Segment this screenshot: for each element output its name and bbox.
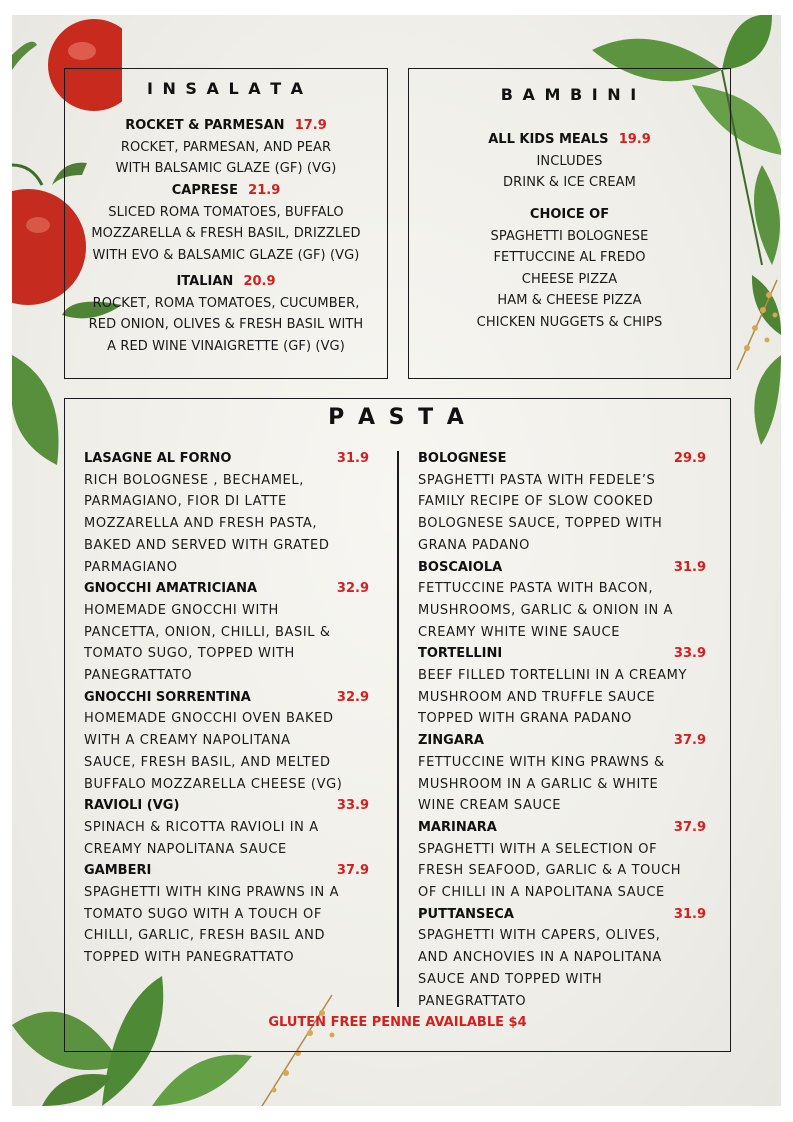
bambini-title: B A M B I N I	[500, 85, 639, 104]
basil-left-middle-decoration	[12, 315, 72, 465]
item-price: 21.9	[248, 183, 281, 198]
item-description: OF CHILLI IN A NAPOLITANA SAUCE	[418, 885, 665, 901]
pasta-left-column	[84, 448, 369, 969]
item-description: GRANA PADANO	[418, 537, 530, 553]
item-description: CREAMY NAPOLITANA SAUCE	[84, 841, 287, 857]
item-description: TOPPED WITH PANEGRATTATO	[84, 950, 295, 966]
item-description: TOMATO SUGO, TOPPED WITH	[84, 646, 295, 662]
item-description: WINE CREAM SAUCE	[418, 798, 562, 814]
item-name: BOSCAIOLA	[418, 559, 503, 575]
item-description: MOZZARELLA AND FRESH PASTA,	[84, 516, 318, 532]
item-description: CHILLI, GARLIC, FRESH BASIL AND	[84, 928, 326, 944]
insalata-item	[65, 269, 387, 357]
item-description: RICH BOLOGNESE , BECHAMEL,	[84, 472, 304, 488]
item-description: AND ANCHOVIES IN A NAPOLITANA	[418, 950, 662, 966]
item-name: PUTTANSECA	[418, 906, 514, 922]
item-description: PANEGRATTATO	[418, 993, 527, 1009]
choice-item: HAM & CHEESE PIZZA	[497, 293, 642, 309]
menu-page	[12, 15, 781, 1106]
choice-item: CHEESE PIZZA	[521, 271, 618, 287]
item-description: FRESH SEAFOOD, GARLIC & A TOUCH	[418, 863, 682, 879]
insalata-title: I N S A L A T A	[146, 79, 306, 98]
pasta-item	[418, 904, 706, 1013]
item-price: 37.9	[673, 733, 706, 749]
item-description: HOMEMADE GNOCCHI WITH	[84, 602, 279, 618]
item-description: TOMATO SUGO WITH A TOUCH OF	[84, 906, 322, 922]
item-description: SPINACH & RICOTTA RAVIOLI IN A	[84, 819, 319, 835]
item-description: MOZZARELLA & FRESH BASIL, DRIZZLED	[91, 226, 361, 242]
pasta-section	[64, 398, 731, 1052]
item-description: SPAGHETTI WITH KING PRAWNS IN A	[84, 885, 340, 901]
insalata-item	[65, 178, 387, 266]
item-description: TOPPED WITH GRANA PADANO	[418, 711, 632, 727]
choice-heading: CHOICE OF	[529, 207, 610, 222]
pasta-item	[84, 578, 369, 687]
pasta-item	[418, 448, 706, 557]
item-description: PANEGRATTATO	[84, 668, 193, 684]
item-price: 20.9	[243, 274, 276, 289]
item-description: SPAGHETTI WITH A SELECTION OF	[418, 841, 658, 857]
item-description: SLICED ROMA TOMATOES, BUFFALO	[108, 204, 344, 220]
pasta-item	[84, 448, 369, 578]
pasta-item	[84, 860, 369, 969]
item-description: PANCETTA, ONION, CHILLI, BASIL &	[84, 624, 331, 640]
item-description: WITH EVO & BALSAMIC GLAZE (GF) (VG)	[92, 247, 360, 263]
item-name: RAVIOLI (VG)	[84, 798, 180, 814]
item-description: ROCKET, PARMESAN, AND PEAR	[120, 139, 332, 155]
item-description: FAMILY RECIPE OF SLOW COOKED	[418, 494, 654, 510]
item-price: 32.9	[336, 581, 369, 597]
item-description: SAUCE AND TOPPED WITH	[418, 971, 603, 987]
item-price: 31.9	[673, 559, 706, 575]
choice-item: FETTUCCINE AL FREDO	[493, 250, 646, 266]
item-description: WITH A CREAMY NAPOLITANA	[84, 733, 291, 749]
item-description: CREAMY WHITE WINE SAUCE	[418, 624, 621, 640]
item-price: 37.9	[673, 819, 706, 835]
bambini-section	[408, 68, 731, 379]
item-description: FETTUCCINE WITH KING PRAWNS &	[418, 754, 665, 770]
item-name: ROCKET & PARMESAN	[125, 118, 285, 133]
kids-meal-price: 19.9	[618, 132, 651, 147]
item-name: GNOCCHI AMATRICIANA	[84, 581, 258, 597]
item-name: LASAGNE AL FORNO	[84, 451, 232, 466]
item-price: 31.9	[336, 451, 369, 466]
item-description: A RED WINE VINAIGRETTE (GF) (VG)	[107, 338, 345, 354]
item-name: ZINGARA	[418, 733, 484, 749]
kids-meal-name: ALL KIDS MEALS	[488, 132, 609, 147]
item-name: CAPRESE	[171, 183, 238, 198]
pasta-item	[84, 795, 369, 860]
item-name: BOLOGNESE	[418, 451, 507, 466]
pasta-item	[418, 643, 706, 730]
pasta-item	[418, 817, 706, 904]
item-name: GAMBERI	[84, 863, 152, 879]
item-description: MUSHROOM IN A GARLIC & WHITE	[418, 776, 659, 792]
choice-item: CHICKEN NUGGETS & CHIPS	[476, 314, 663, 330]
item-description: WITH BALSAMIC GLAZE (GF) (VG)	[115, 161, 337, 177]
item-description: PARMAGIANO	[84, 559, 178, 575]
item-description: MUSHROOM AND TRUFFLE SAUCE	[418, 689, 656, 705]
item-name: ITALIAN	[176, 274, 234, 289]
item-description: HOMEMADE GNOCCHI OVEN BAKED	[84, 711, 334, 727]
item-description: BUFFALO MOZZARELLA CHEESE (VG)	[84, 776, 343, 792]
item-description: FETTUCCINE PASTA WITH BACON,	[418, 581, 654, 597]
item-name: TORTELLINI	[418, 646, 503, 662]
pasta-right-column	[418, 448, 706, 1012]
choice-item: SPAGHETTI BOLOGNESE	[490, 228, 649, 244]
item-description: SAUCE, FRESH BASIL, AND MELTED	[84, 754, 331, 770]
pasta-item	[84, 687, 369, 796]
pasta-item	[418, 730, 706, 817]
item-description: ROCKET, ROMA TOMATOES, CUCUMBER,	[92, 295, 360, 311]
pasta-title: P A S T A	[328, 405, 467, 430]
item-description: BAKED AND SERVED WITH GRATED	[84, 537, 330, 553]
item-description: RED ONION, OLIVES & FRESH BASIL WITH	[88, 317, 364, 333]
item-name: MARINARA	[418, 819, 497, 835]
item-price: 32.9	[336, 689, 369, 705]
pasta-item	[418, 557, 706, 644]
item-price: 37.9	[336, 863, 369, 879]
item-price: 17.9	[294, 118, 327, 133]
column-divider	[397, 451, 399, 1007]
kids-includes-detail: DRINK & ICE CREAM	[503, 175, 636, 191]
item-description: MUSHROOMS, GARLIC & ONION IN A	[418, 602, 674, 618]
item-price: 33.9	[336, 798, 369, 814]
item-price: 31.9	[673, 906, 706, 922]
item-description: SPAGHETTI WITH CAPERS, OLIVES,	[418, 928, 661, 944]
item-description: PARMAGIANO, FIOR DI LATTE	[84, 494, 287, 510]
kids-meal-info	[409, 127, 730, 194]
kids-includes-label: INCLUDES	[536, 153, 603, 169]
item-price: 29.9	[673, 451, 706, 466]
insalata-section	[64, 68, 388, 379]
item-name: GNOCCHI SORRENTINA	[84, 689, 251, 705]
gluten-free-note: GLUTEN FREE PENNE AVAILABLE $4	[268, 1015, 527, 1030]
item-description: BOLOGNESE SAUCE, TOPPED WITH	[418, 516, 663, 532]
insalata-item	[65, 113, 387, 180]
item-description: BEEF FILLED TORTELLINI IN A CREAMY	[418, 668, 688, 684]
kids-choice-list	[409, 202, 730, 334]
item-price: 33.9	[673, 646, 706, 662]
item-description: SPAGHETTI PASTA WITH FEDELE’S	[418, 472, 656, 488]
